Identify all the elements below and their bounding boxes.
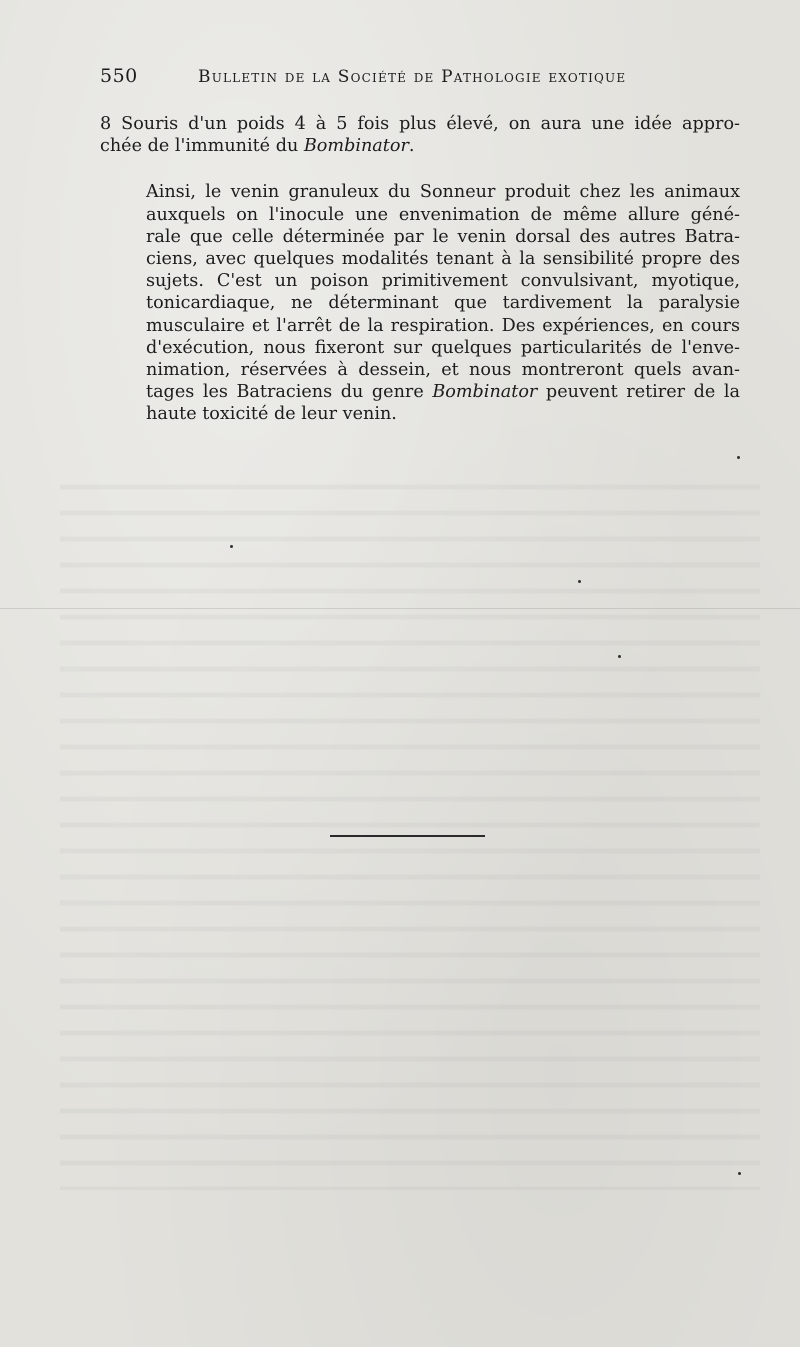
running-head: Bulletin de la Société de Pathologie exotique (198, 67, 627, 87)
text-line: musculaire et l'arrêt de la respiration. Des expériences, en cours (146, 315, 740, 336)
text-line: sujets. C'est un poison primitivement convulsivant, myotique, (146, 271, 740, 292)
ink-speck (618, 655, 621, 658)
ink-speck (230, 545, 233, 548)
text-line: auxquels on l'inocule une envenimation de même allure géné- (146, 204, 740, 225)
text-line: Ainsi, le venin granuleux du Sonneur produit chez les animaux (146, 182, 740, 203)
show-through-text (60, 470, 760, 1190)
text-line: nimation, réservées à dessein, et nous montreront quels avan- (146, 360, 740, 381)
text-segment: peuvent retirer de la (537, 382, 741, 403)
text-line (100, 381, 740, 403)
paragraph-1 (100, 113, 740, 157)
paper-fold-line (0, 608, 800, 609)
text-line: ciens, avec quelques modalités tenant à la sensibilité propre des (146, 249, 740, 270)
text-line: rale que celle déterminée par le venin dorsal des autres Batra- (146, 226, 740, 247)
ink-speck (578, 580, 581, 583)
italic-term: Bombinator (432, 382, 538, 403)
text-segment: tages les Batraciens du genre (146, 382, 433, 403)
text-line: haute toxicité de leur venin. (146, 404, 397, 425)
text-segment: chée de l'immunité du (100, 136, 304, 157)
italic-term: Bombinator (303, 136, 409, 157)
page-number: 550 (100, 65, 138, 87)
body-text (100, 113, 740, 426)
text-line: d'exécution, nous fixeront sur quelques particularités de l'enve- (146, 337, 740, 358)
ink-speck (737, 456, 740, 459)
paragraph-2 (100, 181, 740, 425)
text-segment: . (408, 136, 415, 157)
text-line (100, 135, 740, 157)
ink-speck (738, 1172, 741, 1175)
page-header (100, 65, 740, 95)
section-end-rule (330, 835, 485, 837)
text-line: 8 Souris d'un poids 4 à 5 fois plus élevé, on aura une idée appro- (100, 114, 740, 134)
text-line: tonicardiaque, ne déterminant que tardivement la paralysie (146, 293, 740, 314)
